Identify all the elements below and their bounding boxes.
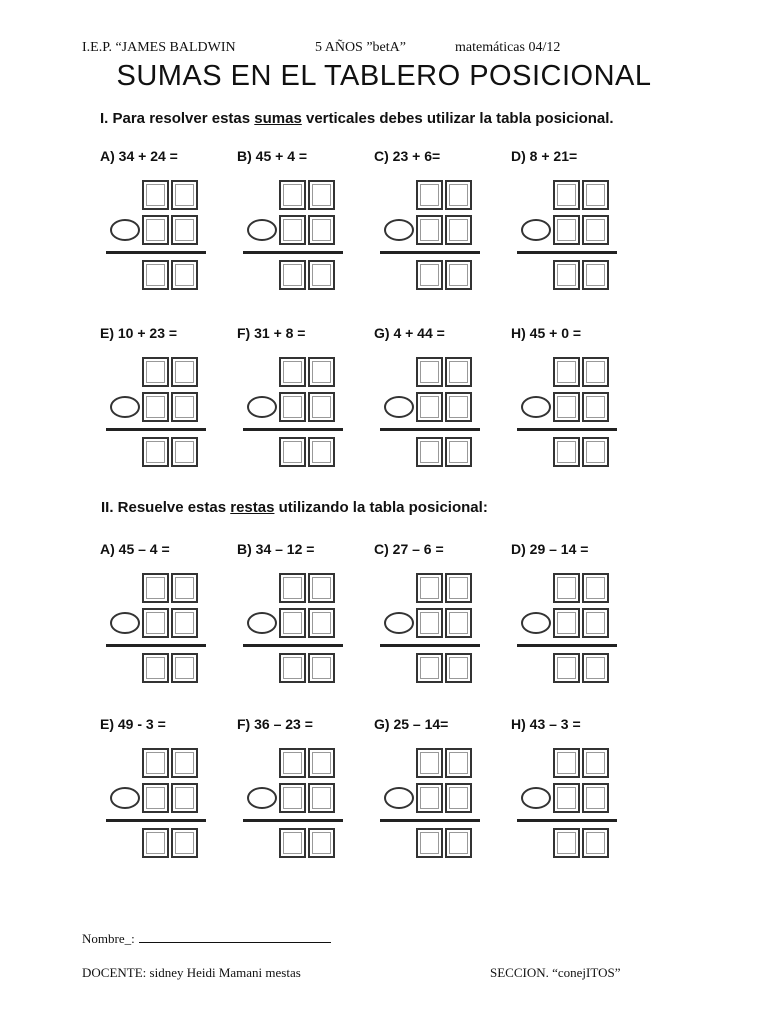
exercise-label: F) 31 + 8 = (237, 325, 306, 341)
section-2-prefix: II. Resuelve estas (101, 499, 231, 516)
digit-box-middle[interactable] (171, 392, 198, 422)
exercise-section1-2 (374, 148, 494, 298)
result-line (106, 428, 206, 431)
exercise-section1-5 (237, 325, 357, 475)
result-line (243, 819, 343, 822)
exercise-section1-1 (237, 148, 357, 298)
operator-circle[interactable] (247, 396, 277, 418)
teacher-name: DOCENTE: sidney Heidi Mamani mestas (82, 965, 301, 980)
answer-box[interactable] (142, 437, 169, 467)
exercise-label: D) 8 + 21= (511, 148, 578, 164)
exercise-label: A) 45 – 4 = (100, 541, 170, 557)
digit-box-middle[interactable] (308, 783, 335, 813)
result-line (517, 251, 617, 254)
exercise-label: E) 10 + 23 = (100, 325, 178, 341)
digit-box-middle[interactable] (582, 215, 609, 245)
exercise-section2-5 (237, 716, 357, 866)
answer-box[interactable] (553, 260, 580, 290)
digit-box-top[interactable] (445, 180, 472, 210)
digit-box-top[interactable] (142, 357, 169, 387)
exercise-label: G) 4 + 44 = (374, 325, 445, 341)
digit-box-middle[interactable] (445, 783, 472, 813)
digit-box-middle[interactable] (279, 215, 306, 245)
digit-box-top[interactable] (553, 180, 580, 210)
answer-box[interactable] (171, 653, 198, 683)
digit-box-top[interactable] (582, 748, 609, 778)
digit-box-middle[interactable] (279, 392, 306, 422)
digit-box-middle[interactable] (582, 392, 609, 422)
exercise-section2-3 (511, 541, 631, 691)
name-line[interactable] (139, 930, 331, 943)
answer-box[interactable] (142, 653, 169, 683)
section-1-instruction (100, 110, 614, 127)
digit-box-middle[interactable] (416, 215, 443, 245)
digit-box-top[interactable] (279, 357, 306, 387)
digit-box-middle[interactable] (142, 392, 169, 422)
digit-box-middle[interactable] (142, 608, 169, 638)
digit-box-top[interactable] (142, 573, 169, 603)
answer-box[interactable] (416, 828, 443, 858)
answer-box[interactable] (279, 260, 306, 290)
header (0, 40, 768, 60)
digit-box-top[interactable] (445, 573, 472, 603)
digit-box-middle[interactable] (416, 608, 443, 638)
answer-box[interactable] (445, 437, 472, 467)
result-line (380, 428, 480, 431)
digit-box-middle[interactable] (142, 215, 169, 245)
answer-box[interactable] (308, 260, 335, 290)
result-line (243, 428, 343, 431)
result-line (106, 251, 206, 254)
digit-box-top[interactable] (308, 748, 335, 778)
answer-box[interactable] (582, 437, 609, 467)
exercise-section1-7 (511, 325, 631, 475)
digit-box-middle[interactable] (308, 608, 335, 638)
digit-box-top[interactable] (553, 357, 580, 387)
digit-box-top[interactable] (416, 748, 443, 778)
operator-circle[interactable] (110, 219, 140, 241)
answer-box[interactable] (171, 437, 198, 467)
digit-box-middle[interactable] (171, 215, 198, 245)
operator-circle[interactable] (384, 612, 414, 634)
digit-box-top[interactable] (582, 357, 609, 387)
answer-box[interactable] (553, 437, 580, 467)
result-line (243, 251, 343, 254)
digit-box-top[interactable] (171, 748, 198, 778)
digit-box-middle[interactable] (553, 783, 580, 813)
exercise-label: C) 27 – 6 = (374, 541, 444, 557)
exercise-label: D) 29 – 14 = (511, 541, 589, 557)
answer-box[interactable] (416, 653, 443, 683)
section-2-keyword: restas (230, 499, 275, 516)
digit-box-middle[interactable] (582, 783, 609, 813)
result-line (517, 819, 617, 822)
operator-circle[interactable] (521, 219, 551, 241)
exercise-label: G) 25 – 14= (374, 716, 449, 732)
page-title: SUMAS EN EL TABLERO POSICIONAL (116, 60, 652, 92)
exercise-section2-2 (374, 541, 494, 691)
section-2-suffix: utilizando la tabla posicional: (274, 499, 488, 516)
digit-box-middle[interactable] (445, 392, 472, 422)
exercise-label: H) 43 – 3 = (511, 716, 581, 732)
name-label: Nombre_: (82, 931, 135, 946)
digit-box-top[interactable] (279, 180, 306, 210)
answer-box[interactable] (445, 260, 472, 290)
digit-box-top[interactable] (142, 180, 169, 210)
answer-box[interactable] (553, 828, 580, 858)
exercise-label: F) 36 – 23 = (237, 716, 313, 732)
subject-date: matemáticas 04/12 (455, 40, 561, 55)
exercise-section1-3 (511, 148, 631, 298)
exercise-label: E) 49 - 3 = (100, 716, 166, 732)
operator-circle[interactable] (110, 612, 140, 634)
digit-box-middle[interactable] (171, 608, 198, 638)
operator-circle[interactable] (110, 396, 140, 418)
section-2-instruction (101, 499, 488, 516)
answer-box[interactable] (279, 828, 306, 858)
digit-box-middle[interactable] (553, 392, 580, 422)
digit-box-middle[interactable] (416, 392, 443, 422)
digit-box-middle[interactable] (279, 783, 306, 813)
answer-box[interactable] (553, 653, 580, 683)
digit-box-middle[interactable] (279, 608, 306, 638)
digit-box-middle[interactable] (171, 783, 198, 813)
answer-box[interactable] (582, 828, 609, 858)
digit-box-top[interactable] (445, 748, 472, 778)
digit-box-top[interactable] (171, 357, 198, 387)
answer-box[interactable] (308, 653, 335, 683)
exercise-section1-0 (100, 148, 220, 298)
digit-box-middle[interactable] (308, 392, 335, 422)
digit-box-top[interactable] (445, 357, 472, 387)
exercise-section1-4 (100, 325, 220, 475)
answer-box[interactable] (279, 653, 306, 683)
digit-box-middle[interactable] (445, 215, 472, 245)
operator-circle[interactable] (110, 787, 140, 809)
answer-box[interactable] (582, 653, 609, 683)
digit-box-top[interactable] (171, 573, 198, 603)
digit-box-top[interactable] (582, 573, 609, 603)
answer-box[interactable] (416, 437, 443, 467)
operator-circle[interactable] (384, 219, 414, 241)
school-name: I.E.P. “JAMES BALDWIN (82, 40, 236, 55)
digit-box-middle[interactable] (308, 215, 335, 245)
result-line (243, 644, 343, 647)
digit-box-top[interactable] (279, 573, 306, 603)
section-1-suffix: verticales debes utilizar la tabla posicional. (301, 110, 614, 127)
class-level: 5 AÑOS ”betA” (315, 40, 406, 55)
exercise-label: B) 45 + 4 = (237, 148, 308, 164)
digit-box-middle[interactable] (553, 608, 580, 638)
exercise-label: A) 34 + 24 = (100, 148, 178, 164)
digit-box-top[interactable] (553, 748, 580, 778)
digit-box-top[interactable] (553, 573, 580, 603)
answer-box[interactable] (416, 260, 443, 290)
digit-box-middle[interactable] (142, 783, 169, 813)
digit-box-middle[interactable] (416, 783, 443, 813)
answer-box[interactable] (142, 828, 169, 858)
operator-circle[interactable] (521, 787, 551, 809)
digit-box-top[interactable] (171, 180, 198, 210)
answer-box[interactable] (308, 437, 335, 467)
exercise-label: B) 34 – 12 = (237, 541, 315, 557)
result-line (106, 644, 206, 647)
result-line (380, 251, 480, 254)
answer-box[interactable] (171, 260, 198, 290)
digit-box-top[interactable] (582, 180, 609, 210)
operator-circle[interactable] (247, 787, 277, 809)
section-name: SECCION. “conejITOS” (490, 965, 621, 980)
exercise-label: C) 23 + 6= (374, 148, 441, 164)
operator-circle[interactable] (521, 396, 551, 418)
answer-box[interactable] (445, 828, 472, 858)
digit-box-top[interactable] (416, 180, 443, 210)
result-line (380, 644, 480, 647)
exercise-section1-6 (374, 325, 494, 475)
digit-box-top[interactable] (308, 357, 335, 387)
digit-box-top[interactable] (416, 573, 443, 603)
result-line (106, 819, 206, 822)
answer-box[interactable] (308, 828, 335, 858)
operator-circle[interactable] (247, 219, 277, 241)
answer-box[interactable] (171, 828, 198, 858)
digit-box-top[interactable] (308, 180, 335, 210)
answer-box[interactable] (279, 437, 306, 467)
result-line (517, 644, 617, 647)
answer-box[interactable] (582, 260, 609, 290)
name-field (82, 930, 331, 947)
operator-circle[interactable] (521, 612, 551, 634)
exercise-section2-0 (100, 541, 220, 691)
exercise-section2-7 (511, 716, 631, 866)
operator-circle[interactable] (384, 787, 414, 809)
digit-box-middle[interactable] (582, 608, 609, 638)
answer-box[interactable] (445, 653, 472, 683)
digit-box-top[interactable] (308, 573, 335, 603)
section-1-prefix: I. Para resolver estas (100, 110, 255, 127)
operator-circle[interactable] (384, 396, 414, 418)
digit-box-top[interactable] (279, 748, 306, 778)
digit-box-middle[interactable] (553, 215, 580, 245)
result-line (517, 428, 617, 431)
exercise-section2-4 (100, 716, 220, 866)
answer-box[interactable] (142, 260, 169, 290)
exercise-label: H) 45 + 0 = (511, 325, 582, 341)
section-1-keyword: sumas (254, 110, 302, 127)
exercise-section2-1 (237, 541, 357, 691)
result-line (380, 819, 480, 822)
digit-box-top[interactable] (416, 357, 443, 387)
exercise-section2-6 (374, 716, 494, 866)
digit-box-top[interactable] (142, 748, 169, 778)
operator-circle[interactable] (247, 612, 277, 634)
digit-box-middle[interactable] (445, 608, 472, 638)
